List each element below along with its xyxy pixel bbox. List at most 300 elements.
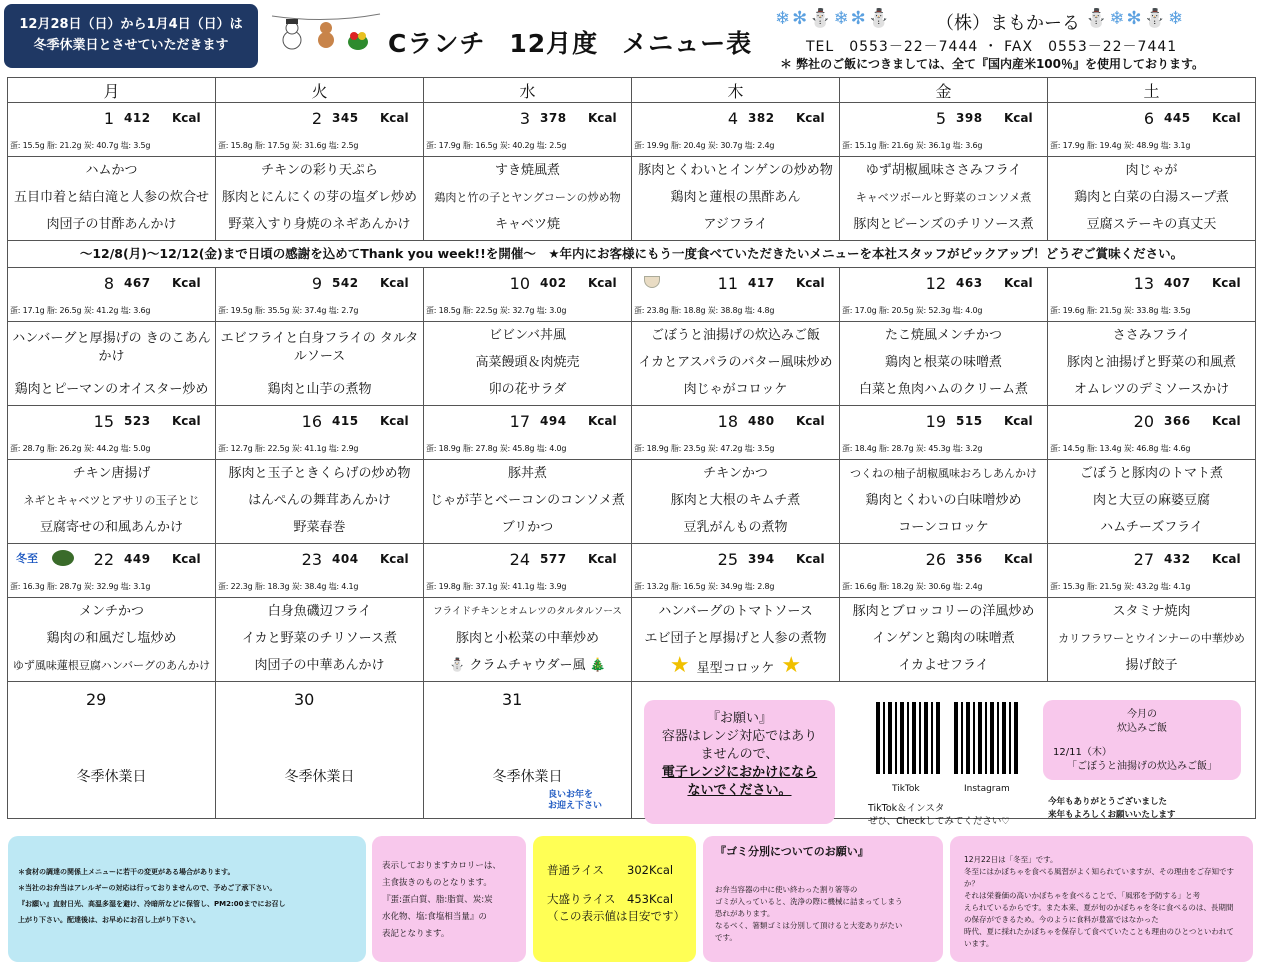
day-number: 20 <box>1133 412 1154 431</box>
menu-item: 鶏肉とピーマンのオイスター炒め <box>14 382 209 397</box>
menu-item: 鶏肉と蓮根の黒酢あん <box>670 190 801 205</box>
menu-item: ハンバーグのトマトソース <box>658 604 813 619</box>
thanks-line1: 今年もありがとうございました <box>1048 797 1168 807</box>
garbage-line: です。 <box>715 933 737 942</box>
day-header <box>8 406 216 460</box>
event-banner: ～12/8(月)～12/12(金)まで日頃の感謝を込めてThank you week!!を開催～ ★年内にお客様にもう一度食べていただきたいメニューを本社スタッフがピックアップ！どうぞご賞味ください。 <box>8 241 1256 268</box>
rice-cooked-box <box>1043 700 1241 780</box>
menu-item: ネギとキャベツとアサリの玉子とじ <box>23 494 200 507</box>
day-menu <box>1048 157 1256 241</box>
calorie-note-line: 『蛋:蛋白質、脂:脂質、炭:炭 <box>382 895 493 905</box>
toji-line: 12月22日は「冬至」です。 <box>964 855 1058 864</box>
menu-item: ゆず胡椒風味ささみフライ <box>865 163 1022 178</box>
day-number: 19 <box>925 412 946 431</box>
notes-box <box>8 836 366 962</box>
day-header <box>424 544 632 598</box>
kcal-unit: Kcal <box>796 414 825 428</box>
weekday-4: 金 <box>840 78 1048 103</box>
day-header <box>1048 103 1256 157</box>
day-header <box>424 268 632 322</box>
menu-item: ささみフライ <box>1112 328 1191 343</box>
menu-item: フライドチキンとオムレツのタルタルソース <box>433 606 622 617</box>
day-number: 9 <box>311 274 322 293</box>
kcal-unit: Kcal <box>380 111 409 125</box>
thanks-line2: 来年もよろしくお願いいたします <box>1048 810 1176 820</box>
request-body: 容器はレンジ対応ではありませんので、 <box>661 729 818 762</box>
day-header <box>840 103 1048 157</box>
sns-qr-area <box>868 700 1038 830</box>
day-header <box>632 268 840 322</box>
day-menu <box>8 460 216 544</box>
menu-item: エビフライと白身フライの タルタルソース <box>220 331 419 364</box>
menu-item: はんぺんの舞茸あんかけ <box>248 493 391 508</box>
menu-item: 野菜春巻 <box>293 520 346 535</box>
kcal-unit: Kcal <box>1004 552 1033 566</box>
menu-item: アジフライ <box>703 217 768 232</box>
toji-line: それは栄養価の高いかぼちゃを食べることで、「風邪を予防する」と考 <box>964 891 1201 900</box>
menu-item: 野菜入すり身焼のネギあんかけ <box>228 217 411 232</box>
weekday-2: 水 <box>424 78 632 103</box>
calorie-note-line: 表記となります。 <box>382 929 450 939</box>
menu-item: ハムチーズフライ <box>1100 520 1203 535</box>
holiday-label: 冬季休業日 <box>76 769 147 785</box>
menu-item: ビビンバ丼風 <box>488 328 567 343</box>
kcal-value: 394 <box>748 552 775 566</box>
day-menu <box>424 460 632 544</box>
rice-cooked-name: 「ごぼうと油揚げの炊込みご飯」 <box>1067 761 1217 772</box>
toji-info-box <box>950 836 1253 962</box>
kcal-value: 382 <box>748 111 775 125</box>
kcal-value: 415 <box>332 414 359 428</box>
day-menu <box>216 598 424 682</box>
kcal-value: 402 <box>540 276 567 290</box>
day-menu <box>1048 460 1256 544</box>
nutrition-info: 蛋: 15.8g 脂: 17.5g 炭: 31.6g 塩: 2.5g <box>218 141 359 150</box>
kcal-value: 480 <box>748 414 775 428</box>
menu-item: エビ団子と厚揚げと人参の煮物 <box>644 631 827 646</box>
title-lunch: Cランチ <box>388 29 486 58</box>
menu-item: 白菜と魚肉ハムのクリーム煮 <box>858 382 1028 397</box>
kcal-value: 523 <box>124 414 151 428</box>
toji-line: 冬至にはかぼちゃを食べる風習がよく知られていますが、その理由をご存知ですか？ <box>964 867 1234 888</box>
nutrition-info: 蛋: 16.6g 脂: 18.2g 炭: 30.6g 塩: 2.4g <box>842 582 983 591</box>
menu-item: つくねの柚子胡椒風味おろしあんかけ <box>850 467 1037 480</box>
menu-item: 高菜饅頭＆肉焼売 <box>475 355 580 370</box>
toji-badge: 冬至 <box>16 552 38 565</box>
note-line: ＊当社のお弁当はアレルギーの対応は行っておりませんので、予めご了承下さい。 <box>18 884 277 892</box>
menu-item: 白身魚磯辺フライ <box>267 604 372 619</box>
day-number: 6 <box>1143 109 1154 128</box>
day-number: 8 <box>103 274 114 293</box>
kcal-unit: Kcal <box>1004 414 1033 428</box>
day-header <box>1048 406 1256 460</box>
snowman-icon: ⛄ <box>449 658 470 673</box>
day-menu <box>8 598 216 682</box>
weekday-5: 土 <box>1048 78 1256 103</box>
rice-calorie-box <box>533 836 696 962</box>
weekday-header <box>8 78 1256 103</box>
rice-cooked-date: 12/11（木） <box>1053 747 1112 758</box>
calorie-note-line: 表示しておりますカロリーは、 <box>382 861 501 871</box>
contact-tel: TEL 0553－22－7444 ・ FAX 0553－22－7441 <box>806 39 1178 55</box>
menu-item: 鶏肉と白菜の白湯スープ煮 <box>1074 190 1229 205</box>
day-number: 17 <box>509 412 530 431</box>
snowman-icon: ⛄❄✻⛄❄ <box>1085 8 1186 29</box>
day-menu <box>8 157 216 241</box>
day-menu <box>216 322 424 406</box>
kcal-unit: Kcal <box>1212 276 1241 290</box>
menu-item <box>424 652 631 679</box>
rice-normal: 普通ライス 302Kcal <box>547 863 674 877</box>
holiday-label: 冬季休業日 <box>284 769 355 785</box>
menu-item: ハムかつ <box>85 163 138 178</box>
toji-line: えられているからです。また本来、夏が旬のかぼちゃを冬に食べるのは、長期間の保存ができるため。今のように食料が豊富ではなかった <box>964 903 1234 924</box>
day-number: 22 <box>93 550 114 569</box>
day-number: 27 <box>1133 550 1154 569</box>
christmas-decoration-icon <box>270 10 382 62</box>
good-year-line2: お迎え下さい <box>548 801 603 811</box>
kcal-unit: Kcal <box>380 552 409 566</box>
day-header <box>216 268 424 322</box>
sns-text <box>868 802 1010 828</box>
menu-item: オムレツのデミソースかけ <box>1073 382 1230 397</box>
instagram-label: Instagram <box>964 784 1010 794</box>
nutrition-info: 蛋: 18.9g 脂: 27.8g 炭: 45.8g 塩: 4.0g <box>426 444 567 453</box>
menu-item: 鶏肉と根菜の味噌煮 <box>884 355 1002 370</box>
kcal-value: 577 <box>540 552 567 566</box>
note-line: 『お願い』直射日光、高温多湿を避け、冷暗所などに保管し、PM2:00までにお召し <box>18 900 286 908</box>
day-number: 3 <box>519 109 530 128</box>
day-number: 15 <box>93 412 114 431</box>
menu-item: 肉団子の甘酢あんかけ <box>46 217 177 232</box>
request-box <box>644 700 835 824</box>
menu-item: チキンの彩り天ぷら <box>261 163 378 178</box>
kcal-value: 366 <box>1164 414 1191 428</box>
garbage-line: 恐れがあります。 <box>715 909 775 918</box>
kcal-value: 432 <box>1164 552 1191 566</box>
day-header <box>840 406 1048 460</box>
day-number: 2 <box>311 109 322 128</box>
day-menu <box>840 322 1048 406</box>
menu-item: 卯の花サラダ <box>488 382 567 397</box>
kcal-unit: Kcal <box>1004 111 1033 125</box>
nutrition-info: 蛋: 15.3g 脂: 21.5g 炭: 43.2g 塩: 4.1g <box>1050 582 1191 591</box>
kcal-value: 412 <box>124 111 151 125</box>
menu-item: 豚肉とくわいとインゲンの炒め物 <box>638 163 833 178</box>
day-number: 23 <box>301 550 322 569</box>
day-header <box>216 103 424 157</box>
day-header <box>1048 544 1256 598</box>
kcal-value: 398 <box>956 111 983 125</box>
day-number: 18 <box>717 412 738 431</box>
menu-item: 豚肉と小松菜の中華炒め <box>455 631 599 646</box>
tiktok-qr-icon[interactable] <box>876 702 942 774</box>
weekday-0: 月 <box>8 78 216 103</box>
menu-item: イカと野菜のチリソース煮 <box>242 631 397 646</box>
kcal-unit: Kcal <box>172 111 201 125</box>
good-year-line1: 良いお年を <box>548 790 594 800</box>
menu-item: 五目巾着と結白滝と人参の炊合せ <box>13 190 209 205</box>
day-header <box>632 103 840 157</box>
menu-item: 肉団子の中華あんかけ <box>254 658 385 673</box>
company-name: （株）まもかーる <box>936 13 1080 34</box>
menu-item: 豚肉とビーンズのチリソース煮 <box>853 217 1034 232</box>
kcal-unit: Kcal <box>172 276 201 290</box>
day-menu <box>216 157 424 241</box>
nutrition-info: 蛋: 12.7g 脂: 22.5g 炭: 41.1g 塩: 2.9g <box>218 444 359 453</box>
menu-item: チキンかつ <box>703 466 768 481</box>
day-number: 29 <box>86 690 107 709</box>
day-number: 4 <box>727 109 738 128</box>
menu-item: 鶏肉と山芋の煮物 <box>267 382 372 397</box>
kcal-value: 345 <box>332 111 359 125</box>
day-menu <box>840 598 1048 682</box>
menu-item: ブリかつ <box>501 520 554 535</box>
day-header <box>632 406 840 460</box>
menu-item: ハンバーグと厚揚げの きのこあんかけ <box>12 331 211 364</box>
title-menu: メニュー表 <box>622 29 753 58</box>
kcal-unit: Kcal <box>1004 276 1033 290</box>
nutrition-info: 蛋: 17.9g 脂: 19.4g 炭: 48.9g 塩: 3.1g <box>1050 141 1191 150</box>
pumpkin-icon <box>52 550 74 566</box>
menu-item: スタミナ焼肉 <box>1112 604 1191 619</box>
holiday-cell <box>8 682 216 819</box>
kcal-unit: Kcal <box>1212 552 1241 566</box>
menu-item: キャベツボールと野菜のコンソメ煮 <box>855 191 1032 204</box>
garbage-line: なるべく、箸類ゴミは分別して頂けると大変ありがたい <box>715 921 903 930</box>
rice-large: 大盛りライス 453Kcal <box>547 892 674 906</box>
menu-item: 肉じゃが <box>1125 163 1178 178</box>
kcal-value: 467 <box>124 276 151 290</box>
kcal-unit: Kcal <box>796 552 825 566</box>
calorie-note-line: 水化物、塩:食塩相当量』の <box>382 912 487 922</box>
day-number: 24 <box>509 550 530 569</box>
toji-line: 時代、夏に採れたかぼちゃを保存して食べていたことも理由のひとつといわれています。 <box>964 927 1234 948</box>
menu-item: 豚肉と大根のキムチ煮 <box>670 493 801 508</box>
calorie-note-line: 主食抜きのものとなります。 <box>382 878 492 888</box>
kcal-value: 417 <box>748 276 775 290</box>
menu-item: 肉と大豆の麻婆豆腐 <box>1092 493 1210 508</box>
day-menu <box>424 322 632 406</box>
kcal-unit: Kcal <box>588 552 617 566</box>
day-menu <box>632 322 840 406</box>
day-number: 25 <box>717 550 738 569</box>
menu-item: カリフラワーとウインナーの中華炒め <box>1058 632 1245 645</box>
menu-item: イカよせフライ <box>898 658 989 673</box>
kcal-unit: Kcal <box>172 414 201 428</box>
day-header <box>840 268 1048 322</box>
kcal-value: 378 <box>540 111 567 125</box>
holiday-notice-line2: 冬季休業日とさせていただきます <box>33 38 229 53</box>
menu-item: 揚げ餃子 <box>1125 658 1178 673</box>
thanks-message <box>1048 796 1176 822</box>
kcal-unit: Kcal <box>796 111 825 125</box>
holiday-label: 冬季休業日 <box>492 769 563 785</box>
title-month: 12月度 <box>509 29 599 58</box>
day-menu <box>632 598 840 682</box>
sns-text-line2: ぜひ、Checkしてみてください♡ <box>868 816 1010 827</box>
nutrition-info: 蛋: 15.5g 脂: 21.2g 炭: 40.7g 塩: 3.5g <box>10 141 151 150</box>
day-number: 12 <box>925 274 946 293</box>
holiday-notice <box>4 4 258 68</box>
menu-item: ごぼうと豚肉のトマト煮 <box>1079 466 1223 481</box>
nutrition-info: 蛋: 19.5g 脂: 35.5g 炭: 37.4g 塩: 2.7g <box>218 306 359 315</box>
sns-text-line1: TikTok＆インスタ <box>868 803 945 814</box>
day-header <box>216 406 424 460</box>
request-title: 『お願い』 <box>706 711 772 726</box>
kcal-value: 542 <box>332 276 359 290</box>
tiktok-label: TikTok <box>892 784 920 794</box>
garbage-line: ゴミが入っていると、洗浄の際に機械に詰まってしまう <box>715 897 903 906</box>
day-number: 16 <box>301 412 322 431</box>
nutrition-info: 蛋: 14.5g 脂: 13.4g 炭: 46.8g 塩: 4.6g <box>1050 444 1191 453</box>
kcal-unit: Kcal <box>172 552 201 566</box>
kcal-unit: Kcal <box>796 276 825 290</box>
day-menu <box>424 598 632 682</box>
day-header <box>8 268 216 322</box>
kcal-unit: Kcal <box>588 414 617 428</box>
menu-item: 豆腐寄せの和風あんかけ <box>39 520 183 535</box>
menu-item: 豚肉と玉子ときくらげの炒め物 <box>228 466 411 481</box>
day-header <box>840 544 1048 598</box>
garbage-line: お弁当容器の中に使い終わった割り箸等の <box>715 885 858 894</box>
rice-note: ＊ 弊社のご飯につきましては、全て『国内産米100％』を使用しております。 <box>780 57 1205 71</box>
bowl-icon <box>644 276 660 288</box>
calorie-note-box <box>372 836 526 962</box>
menu-item: ゆず風味蓮根豆腐ハンバーグのあんかけ <box>12 659 211 672</box>
menu-item: 豚肉とにんにくの芽の塩ダレ炒め <box>221 190 417 205</box>
kcal-unit: Kcal <box>380 276 409 290</box>
kcal-unit: Kcal <box>1212 111 1241 125</box>
day-number: 5 <box>935 109 946 128</box>
menu-item: 鶏肉の和風だし塩炒め <box>46 631 177 646</box>
rice-cooked-title2: 炊込みご飯 <box>1117 723 1167 734</box>
nutrition-info: 蛋: 28.7g 脂: 26.2g 炭: 44.2g 塩: 5.0g <box>10 444 151 453</box>
garbage-title: 『ゴミ分別についてのお願い』 <box>715 845 869 858</box>
nutrition-info: 蛋: 18.4g 脂: 28.7g 炭: 45.3g 塩: 3.2g <box>842 444 983 453</box>
day-header <box>424 103 632 157</box>
day-menu <box>1048 598 1256 682</box>
garbage-request-box <box>703 836 943 962</box>
menu-item: メンチかつ <box>78 604 144 619</box>
menu-item: インゲンと鶏肉の味噌煮 <box>872 631 1015 646</box>
menu-item: たこ焼風メンチかつ <box>884 328 1002 343</box>
day-number: 30 <box>294 690 315 709</box>
note-line: 上がり下さい。配達後は、お早めにお召し上がり下さい。 <box>18 916 200 924</box>
nutrition-info: 蛋: 19.6g 脂: 21.5g 炭: 33.8g 塩: 3.5g <box>1050 306 1191 315</box>
nutrition-info: 蛋: 13.2g 脂: 16.5g 炭: 34.9g 塩: 2.8g <box>634 582 775 591</box>
menu-item: ごぼうと油揚げの炊込みご飯 <box>650 328 820 343</box>
menu-item: 豆腐ステーキの真丈天 <box>1086 217 1217 232</box>
menu-item: じゃが芋とベーコンのコンソメ煮 <box>430 493 625 508</box>
kcal-unit: Kcal <box>380 414 409 428</box>
note-line: ＊食材の調達の関係上メニューに若干の変更がある場合があります。 <box>18 868 235 876</box>
kcal-value: 356 <box>956 552 983 566</box>
nutrition-info: 蛋: 18.9g 脂: 23.5g 炭: 47.2g 塩: 3.5g <box>634 444 775 453</box>
request-warning: 電子レンジにおかけにならないでください。 <box>661 765 818 798</box>
day-menu <box>1048 322 1256 406</box>
rice-note-estimate: （この表示値は目安です） <box>547 909 685 923</box>
day-number: 31 <box>502 690 523 709</box>
holiday-notice-line1: 12月28日（日）から1月4日（日）は <box>19 17 243 32</box>
kcal-value: 449 <box>124 552 151 566</box>
kcal-unit: Kcal <box>588 276 617 290</box>
holiday-cell <box>216 682 424 819</box>
menu-item: チキン唐揚げ <box>72 466 151 481</box>
star-icon: ★ <box>774 653 802 678</box>
menu-item: コーンコロッケ <box>898 520 989 535</box>
menu-item: 豚肉とブロッコリーの洋風炒め <box>852 604 1035 619</box>
nutrition-info: 蛋: 22.3g 脂: 18.3g 炭: 38.4g 塩: 4.1g <box>218 582 359 591</box>
day-menu <box>632 157 840 241</box>
menu-item: 豆乳がんもの煮物 <box>683 520 788 535</box>
star-icon: ★ <box>669 653 697 678</box>
day-number: 1 <box>103 109 114 128</box>
weekday-3: 木 <box>632 78 840 103</box>
nutrition-info: 蛋: 15.1g 脂: 21.6g 炭: 36.1g 塩: 3.6g <box>842 141 983 150</box>
nutrition-info: 蛋: 17.9g 脂: 16.5g 炭: 40.2g 塩: 2.5g <box>426 141 567 150</box>
day-number: 11 <box>717 274 738 293</box>
day-header <box>1048 268 1256 322</box>
nutrition-info: 蛋: 19.9g 脂: 20.4g 炭: 30.7g 塩: 2.4g <box>634 141 775 150</box>
day-header <box>632 544 840 598</box>
day-menu <box>8 322 216 406</box>
menu-item: イカとアスパラのバター風味炒め <box>638 355 833 370</box>
menu-item: すき焼風煮 <box>494 163 560 178</box>
kcal-value: 407 <box>1164 276 1191 290</box>
menu-item: 豚肉と油揚げと野菜の和風煮 <box>1066 355 1236 370</box>
menu-item: 鶏肉とくわいの白味噌炒め <box>865 493 1022 508</box>
day-number: 10 <box>509 274 530 293</box>
kcal-value: 404 <box>332 552 359 566</box>
day-menu <box>840 460 1048 544</box>
day-number: 13 <box>1133 274 1154 293</box>
menu-item: 豚丼煮 <box>507 466 547 481</box>
instagram-qr-icon[interactable] <box>954 702 1020 774</box>
menu-item: 鶏肉と竹の子とヤングコーンの炒め物 <box>434 191 621 204</box>
nutrition-info: 蛋: 19.8g 脂: 37.1g 炭: 41.1g 塩: 3.9g <box>426 582 567 591</box>
day-menu <box>424 157 632 241</box>
menu-item-text: クラムチャウダー風 <box>469 658 586 673</box>
menu-item <box>632 652 839 679</box>
menu-item-text: 星型コロッケ <box>696 661 775 676</box>
holiday-cell <box>424 682 632 819</box>
good-year-message <box>548 790 602 812</box>
day-header <box>424 406 632 460</box>
day-menu <box>632 460 840 544</box>
kcal-value: 445 <box>1164 111 1191 125</box>
nutrition-info: 蛋: 17.1g 脂: 26.5g 炭: 41.2g 塩: 3.6g <box>10 306 151 315</box>
tree-icon: 🎄 <box>585 658 606 673</box>
kcal-value: 463 <box>956 276 983 290</box>
day-header <box>8 103 216 157</box>
menu-item: キャベツ焼 <box>494 217 560 232</box>
kcal-unit: Kcal <box>588 111 617 125</box>
weekday-1: 火 <box>216 78 424 103</box>
day-header <box>8 544 216 598</box>
rice-cooked-title1: 今月の <box>1127 709 1157 720</box>
day-number: 26 <box>925 550 946 569</box>
day-menu <box>840 157 1048 241</box>
menu-item: 肉じゃがコロッケ <box>683 382 788 397</box>
nutrition-info: 蛋: 18.5g 脂: 22.5g 炭: 32.7g 塩: 3.0g <box>426 306 567 315</box>
nutrition-info: 蛋: 23.8g 脂: 18.8g 炭: 38.8g 塩: 4.8g <box>634 306 775 315</box>
day-menu <box>216 460 424 544</box>
kcal-value: 494 <box>540 414 567 428</box>
kcal-value: 515 <box>956 414 983 428</box>
nutrition-info: 蛋: 16.3g 脂: 28.7g 炭: 32.9g 塩: 3.1g <box>10 582 151 591</box>
nutrition-info: 蛋: 17.0g 脂: 20.5g 炭: 52.3g 塩: 4.0g <box>842 306 983 315</box>
